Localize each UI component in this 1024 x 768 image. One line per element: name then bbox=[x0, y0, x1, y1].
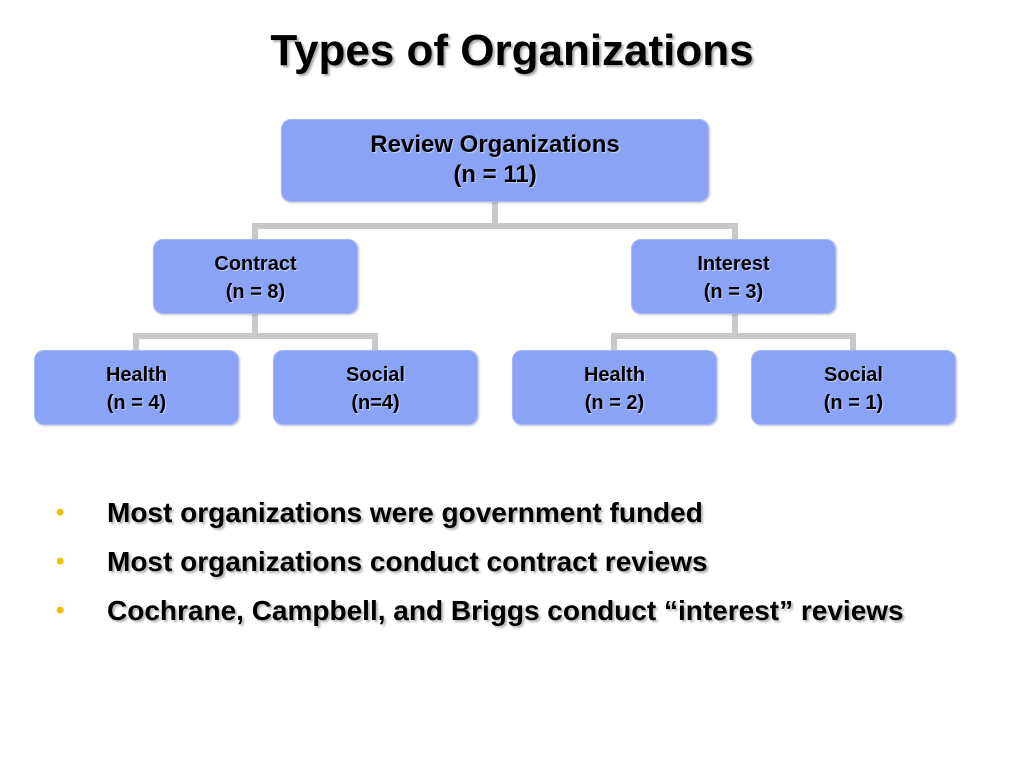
bullet-item bbox=[50, 542, 950, 582]
node-label: Review Organizations bbox=[370, 131, 620, 158]
node-count: (n = 1) bbox=[823, 392, 884, 414]
node-review-organizations bbox=[281, 119, 709, 202]
node-count: (n = 3) bbox=[703, 281, 764, 303]
node-contract-social bbox=[273, 350, 478, 425]
node-label: Interest bbox=[697, 253, 770, 275]
node-label: Health bbox=[105, 364, 168, 386]
node-count: (n = 11) bbox=[453, 161, 537, 188]
bullet-dot-icon: • bbox=[56, 597, 65, 624]
slide-title: Types of Organizations bbox=[270, 26, 754, 75]
bullet-item bbox=[50, 591, 950, 631]
bullet-text: Most organizations conduct contract reviews bbox=[107, 546, 708, 577]
node-contract-health bbox=[34, 350, 239, 425]
bullet-list bbox=[50, 493, 950, 640]
node-interest-social bbox=[751, 350, 956, 425]
bullet-item bbox=[50, 493, 950, 533]
bullet-text: Cochrane, Campbell, and Briggs conduct “interest” reviews bbox=[107, 595, 904, 626]
node-count: (n = 8) bbox=[225, 281, 286, 303]
node-count: (n = 4) bbox=[106, 392, 167, 414]
bullet-dot-icon: • bbox=[56, 548, 65, 575]
node-label: Social bbox=[346, 364, 405, 386]
node-label: Contract bbox=[214, 253, 297, 275]
node-contract bbox=[153, 239, 358, 314]
node-label: Social bbox=[824, 364, 883, 386]
node-count: (n = 2) bbox=[584, 392, 645, 414]
node-count: (n=4) bbox=[351, 392, 400, 414]
bullet-text: Most organizations were government funded bbox=[107, 497, 703, 528]
node-interest bbox=[631, 239, 836, 314]
node-label: Health bbox=[583, 364, 646, 386]
node-interest-health bbox=[512, 350, 717, 425]
bullet-dot-icon: • bbox=[56, 499, 65, 526]
